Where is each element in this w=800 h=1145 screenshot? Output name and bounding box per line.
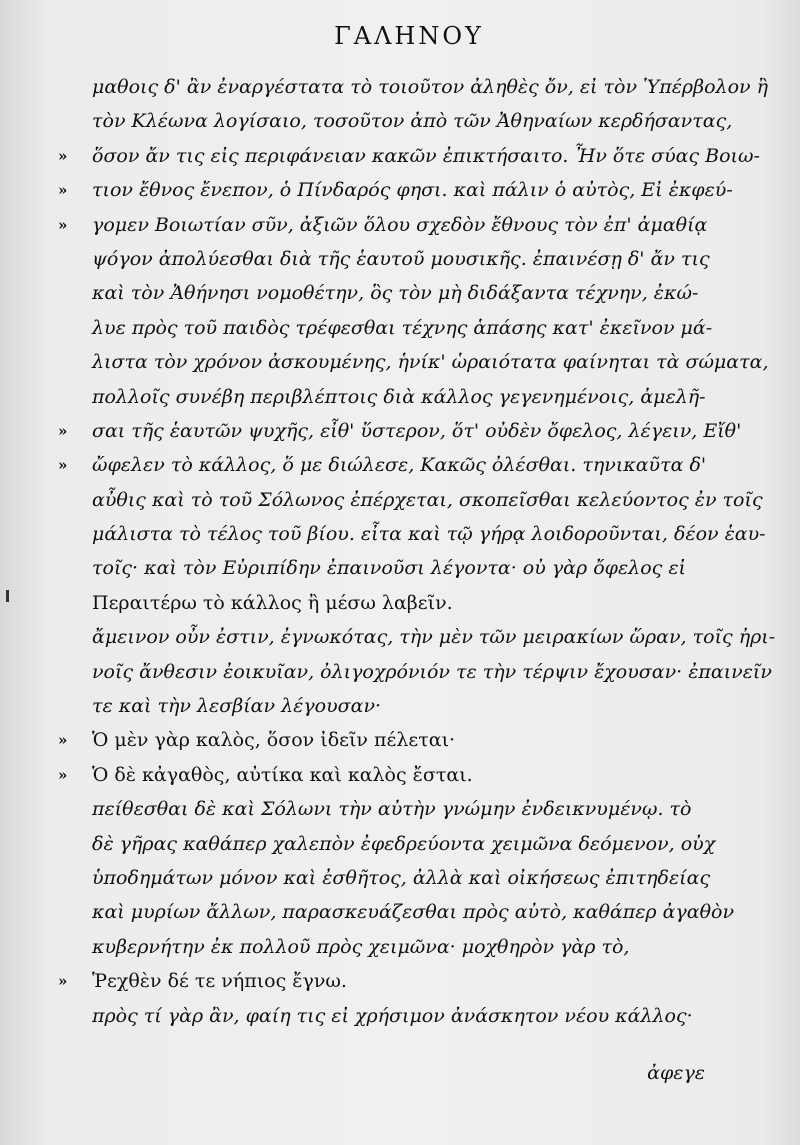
line-text: γομεν Βοιωτίαν σῦν, ἀξιῶν ὅλου σχεδὸν ἔθνους τὸν ἐπ' ἀμαθίᾳ [92,213,708,236]
text-line [0,70,800,104]
line-text: ὅσον ἄν τις εἰς περιφάνειαν κακῶν ἐπικτήσαιτο. Ἦν ὅτε σύας Βοιω- [92,144,760,167]
text-line [0,620,800,654]
text-line [0,414,800,448]
line-text: αὖθις καὶ τὸ τοῦ Σόλωνος ἐπέρχεται, σκοπεῖσθαι κελεύοντος ἐν τοῖς [92,488,763,511]
text-line [0,242,800,276]
text-line [0,586,800,620]
text-line [0,517,800,551]
line-text: τὸν Κλέωνα λογίσαιο, τοσοῦτον ἀπὸ τῶν Ἀθηναίων κερδήσαντας, [92,110,733,133]
text-line [0,380,800,414]
text-line [0,655,800,689]
running-head: ΓΑΛΗΝΟΥ [334,22,484,50]
line-text: Περαιτέρω τὸ κάλλος ἢ μέσω λαβεῖν. [92,591,453,614]
line-text: νοῖς ἄνθεσιν ἐοικυῖαν, ὀλιγοχρόνιόν τε τὴν τέρψιν ἔχουσαν· ἐπαινεῖν [92,660,772,683]
text-line [0,930,800,964]
line-text: λυε πρὸς τοῦ παιδὸς τρέφεσθαι τέχνης ἁπάσης κατ' ἐκεῖνον μά- [92,316,713,339]
line-text: Ὁ δὲ κἀγαθὸς, αὐτίκα καὶ καλὸς ἔσται. [92,763,473,786]
line-text: λιστα τὸν χρόνον ἀσκουμένης, ἡνίκ' ὡραιότατα φαίνηται τὰ σώματα, [92,351,769,374]
quotation-mark: » [58,215,68,234]
quotation-mark: » [58,181,68,200]
text-line [0,758,800,792]
catchword: ἀφεγε [647,1062,705,1084]
quotation-mark: » [58,146,68,165]
text-line [0,208,800,242]
line-text: μαθοις δ' ἂν ἐναργέστατα τὸ τοιοῦτον ἀληθὲς ὄν, εἰ τὸν Ὑπέρβολον ἢ [92,76,768,98]
text-block [0,70,800,1033]
text-line [0,104,800,138]
quotation-mark: » [58,456,68,475]
text-line [0,689,800,723]
line-text: πείθεσθαι δὲ καὶ Σόλωνι τὴν αὐτὴν γνώμην ἐνδεικνυμένῳ. τὸ [92,798,692,821]
text-line [0,173,800,207]
line-text: ἄμεινον οὖν ἐστιν, ἐγνωκότας, τὴν μὲν τῶν μειρακίων ὥραν, τοῖς ἠρι- [92,626,776,649]
line-text: δὲ γῆρας καθάπερ χαλεπὸν ἐφεδρεύοντα χειμῶνα δεόμενον, οὐχ [92,832,716,855]
text-line [0,723,800,757]
line-text: πρὸς τί γὰρ ἂν, φαίη τις εἰ χρήσιμον ἀνάσκητον νέου κάλλος· [92,1004,693,1027]
line-text: ὑποδημάτων μόνον καὶ ἐσθῆτος, ἀλλὰ καὶ οἰκήσεως ἐπιτηδείας [92,866,711,889]
line-text: τιον ἔθνος ἔνεπον, ὁ Πίνδαρός φησι. καὶ πάλιν ὁ αὐτὸς, Εἰ ἐκφεύ- [92,179,733,202]
line-text: ψόγον ἀπολύεσθαι διὰ τῆς ἑαυτοῦ μουσικῆς. ἐπαινέσῃ δ' ἄν τις [92,247,710,270]
text-line [0,895,800,929]
text-line [0,551,800,585]
quotation-mark: » [58,972,68,991]
text-line [0,448,800,482]
text-line [0,792,800,826]
quotation-mark: » [58,765,68,784]
text-line [0,827,800,861]
line-text: καὶ μυρίων ἄλλων, παρασκευάζεσθαι πρὸς αὐτὸ, καθάπερ ἀγαθὸν [92,901,735,924]
quotation-mark: » [58,731,68,750]
text-line [0,276,800,310]
line-text: ὤφελεν τὸ κάλλος, ὅ με διώλεσε, Κακῶς ὀλέσθαι. τηνικαῦτα δ' [92,454,707,477]
line-text: μάλιστα τὸ τέλος τοῦ βίου. εἶτα καὶ τῷ γήρᾳ λοιδοροῦνται, δέον ἑαυ- [92,523,766,546]
quotation-mark: » [58,421,68,440]
line-text: σαι τῆς ἑαυτῶν ψυχῆς, εἶθ' ὕστερον, ὅτ' οὐδὲν ὄφελος, λέγειν, Εἴθ' [92,419,742,442]
line-text: Ῥεχθὲν δέ τε νήπιος ἔγνω. [92,970,347,993]
line-text: καὶ τὸν Ἀθήνησι νομοθέτην, ὃς τὸν μὴ διδάξαντα τέχνην, ἐκώ- [92,282,699,305]
line-text: κυβερνήτην ἐκ πολλοῦ πρὸς χειμῶνα· μοχθηρὸν γὰρ τὸ, [92,935,630,958]
text-line [0,964,800,998]
text-line [0,345,800,379]
text-line [0,999,800,1033]
text-line [0,483,800,517]
text-line [0,311,800,345]
line-text: Ὁ μὲν γὰρ καλὸς, ὅσον ἰδεῖν πέλεται· [92,729,456,752]
line-text: πολλοῖς συνέβη περιβλέπτοις διὰ κάλλος γεγενημένοις, ἀμελῆ- [92,385,706,408]
text-line [0,861,800,895]
line-text: τοῖς· καὶ τὸν Εὐριπίδην ἐπαινοῦσι λέγοντα· οὐ γὰρ ὄφελος εἰ [92,557,686,580]
line-text: τε καὶ τὴν λεσβίαν λέγουσαν· [92,695,382,718]
text-line [0,139,800,173]
